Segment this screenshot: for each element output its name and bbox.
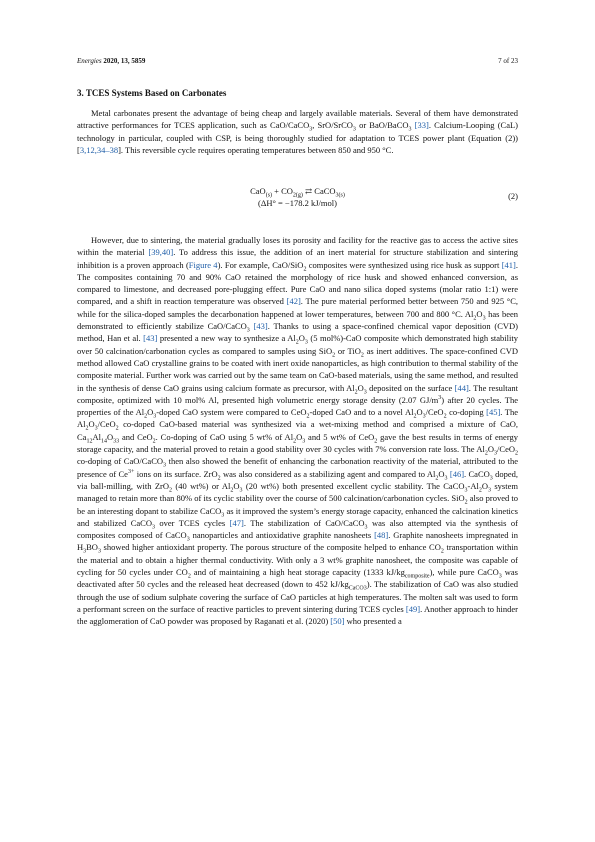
journal-citation (77, 57, 145, 65)
section-heading: 3. TCES Systems Based on Carbonates (77, 88, 227, 98)
citation-link[interactable]: [50] (330, 616, 345, 627)
equation-enthalpy: (ΔH° = −178.2 kJ/mol) (258, 198, 337, 208)
citation-link[interactable]: [44] (454, 382, 469, 393)
citation-link[interactable]: [43] (253, 321, 268, 332)
equation-2 (77, 185, 518, 211)
equation-reaction: $CaO_{(s)} + CO_{2(g)}$ ⇄ CaCO$_{3(s)}$ (250, 186, 345, 199)
equation-number: (2) (508, 191, 518, 201)
paragraph-intro: Metal carbonates present the advantage of being cheap and largely available materials. Several of them have demonstrated attractive performances for TCES application, such as CaO/CaCO$_3$, SrO/SrCO$_3$ or BaO/BaCO$_3$ [33]. Calcium-Looping (CaL) technology in particular, coupled with CSP, is being thoroughly studied for adaptation to TCES power plant (Equation (2)) [3,12,34–38]. This reversible cycle requires operating temperatures between 850 and 950 °C. (77, 108, 518, 155)
citation-link[interactable]: [33] (414, 120, 429, 131)
citation-link[interactable]: [43] (143, 333, 158, 344)
citation-link[interactable]: [49] (405, 603, 421, 614)
citation-link[interactable]: [39,40] (148, 247, 174, 258)
figure-link[interactable]: Figure 4 (188, 259, 218, 270)
citation-link[interactable]: [42] (286, 296, 301, 307)
citation-link[interactable]: [47] (229, 517, 244, 528)
citation-link[interactable]: [45] (486, 407, 501, 418)
citation-link[interactable]: [48] (374, 530, 389, 541)
paragraph-body: However, due to sintering, the material gradually loses its porosity and facility for the reactive gas to access the active sites within the material [39,40]. To address this issue, the addition of an inert material for structure stabilization and sintering inhibition is a proven approach (Figure 4). For example, CaO/SiO$_2$ composites were synthesized using rice husk as support [41]. The composites containing 70 and 90% CaO retained the morphology of rice husk and showed enhanced conversion, as compared to limestone, and decreased pore-plugging effect. Pure CaO and nano silica doped systems (molar ratio 1:1) were compared, and a shift in reaction temperature was observed [42]. The pure material performed better between 750 and 925 °C, while for the silica-doped samples the decarbonation happened at lower temperatures, between 700 and 800 °C. $Al_2O_3$ has been demonstrated to efficiently stabilize CaO/CaCO$_3$ [43]. Thanks to using a space-confined chemical vapor deposition (CVD) method, Han et al. [43] presented a new way to synthesize a $Al_2O_3$ (5 mol%)-CaO composite which demonstrated high stability over 50 calcination/carbonation cycles as compared to samples using SiO$_2$ or TiO$_2$ as inert additives. The space-confined CVD method allowed CaO crystalline grains to be coated with inert oxide nanoparticles, as high contribution to thermal stability of the composite material. Further work was carried out by the same team on CaO-based materials, using the same method, and resulted in the synthesis of dense CaO grains using calcium formate as precursor, with $Al_2O_3$ deposited on the surface [44]. The resultant composite, optimized with 10 mol% Al, presented high volumetric energy storage density (2.07 $GJ/m^3$) after 20 cycles. The properties of the $Al_2O_3$-doped CaO system were compared to CeO$_2$-doped CaO and to a novel $Al_2O_3/CeO_2$ co-doping [45]. The $Al_2O_3/CeO_2$ co-doped CaO-based material was synthesized via a wet-mixing method and comprised a mixture of CaO, $Ca_{12}Al_{14}O_{33}$ and CeO$_2$. Co-doping of CaO using 5 wt% of $Al_2O_3$ and 5 wt% of CeO$_2$ gave the best results in terms of energy storage capacity, and the material proved to retain a good stability over 30 cycles with 7% conversion rate loss. The $Al_2O_3/CeO_2$ co-doping of CaO/CaCO$_3$ then also showed the benefit of enhancing the carbonation reactivity of the material, attributed to the presence of $Ce^{3+}$ ions on its surface. ZrO$_2$ was also considered as a stabilizing agent and compared to $Al_2O_3$ [46]. CaCO$_3$ doped, via ball-milling, with ZrO$_2$ (40 wt%) or $Al_2O_3$ (20 wt%) both presented excellent cyclic stability. The $CaCO_3-Al_2O_3$ system managed to retain more than 80% of its cyclic stability over the course of 500 calcination/carbonation cycles. SiO$_2$ also proved to be an interesting dopant to stabilize CaCO$_3$ as it improved the system’s energy storage capacity, enhanced the calcination kinetics and stabilized CaCO$_3$ over TCES cycles [47]. The stabilization of CaO/CaCO$_3$ was also attempted via the synthesis of composites composed of CaCO$_3$ nanoparticles and antioxidative graphite nanosheets [48]. Graphite nanosheets impregnated in $H_3BO_3$ showed higher antioxidant property. The porous structure of the composite helped to enhance $CO_2$ transportation within the material and to obtain a higher thermal conductivity. With only a 3 wt% graphite nanosheet, the composite was capable of cycling for 50 cycles under $CO_2$ and of maintaining a high heat storage capacity (1333 $kJ/kg_{composite}$), while pure CaCO$_3$ was deactivated after 50 cycles and the released heat decreased (down to 452 $kJ/kg_{CaCO3}$). The stabilization of CaO was also studied through the use of sodium sulphate covering the surface of CaO particles at high temperatures. The molten salt was used to form a performant screen on the surface of reactive particles to prevent sintering during TCES cycles [49]. Another approach to hinder the agglomeration of CaO powder was proposed by Raganati et al. (2020) [50] who presented a (77, 235, 519, 627)
citation-link[interactable]: [41] (501, 259, 516, 270)
journal-name: Energies (77, 57, 102, 65)
journal-volume: 2020, 13, 5859 (103, 57, 146, 65)
page-header (77, 57, 518, 65)
citation-link[interactable]: 3,12,34–38 (79, 144, 119, 155)
page-number: 7 of 23 (498, 57, 518, 65)
citation-link[interactable]: [46] (449, 468, 465, 479)
